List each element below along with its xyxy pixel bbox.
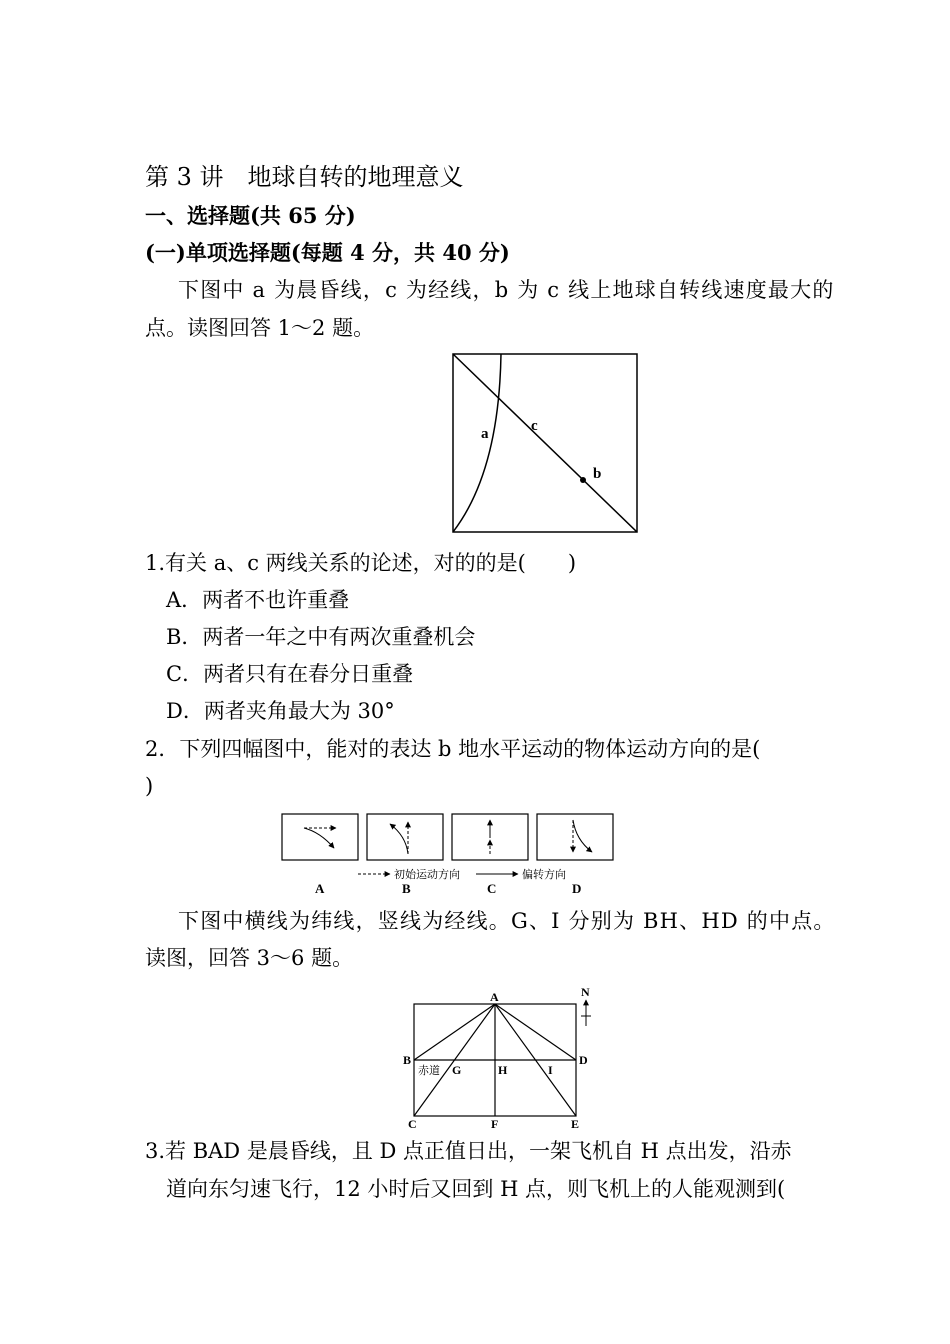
panel-a	[282, 814, 358, 860]
point-label-i: I	[548, 1063, 553, 1077]
panel-label-a: A	[315, 881, 325, 896]
point-label-e: E	[571, 1117, 580, 1130]
question-3-stem-cont: 道向东匀速飞行，12 小时后又回到 H 点，则飞机上的人能观测到(	[166, 1177, 786, 1201]
intro-paragraph-line: 下图中 a 为晨昏线，c 为经线，b 为 c 线上地球自转线速度最大的	[178, 278, 835, 302]
north-label: N	[581, 985, 590, 999]
intro2-paragraph-line: 下图中横线为纬线，竖线为经线。G、I 分别为 BH、HD 的中点。	[178, 909, 836, 933]
label-c: c	[531, 418, 538, 434]
deflection-options-figure	[280, 810, 620, 900]
question-2-stem-cont: )	[145, 774, 154, 798]
terminator-curve-a	[453, 354, 501, 532]
point-label-c: C	[408, 1117, 417, 1130]
subsection-heading: (一)单项选择题(每题 4 分，共 40 分)	[145, 240, 510, 265]
legend-deflect-label: 偏转方向	[522, 869, 566, 881]
panel-label-c: C	[487, 881, 497, 896]
point-label-f: F	[491, 1117, 499, 1130]
page-title: 第 3 讲 地球自转的地理意义	[145, 163, 464, 191]
label-b: b	[593, 466, 602, 482]
point-label-h: H	[498, 1063, 508, 1077]
line-a-d	[495, 1004, 576, 1060]
meridian-line-c	[453, 354, 637, 532]
line-a-b	[414, 1004, 495, 1060]
panel-b-deflect-arrow	[390, 824, 408, 854]
question-1-option-a: A．两者不也许重叠	[166, 588, 350, 612]
point-b-marker	[580, 477, 586, 483]
section-heading: 一、选择题(共 65 分)	[145, 203, 356, 228]
question-2-stem: 2．下列四幅图中，能对的表达 b 地水平运动的物体运动方向的是(	[145, 737, 761, 761]
question-1-option-d: D．两者夹角最大为 30°	[166, 699, 395, 723]
panel-b	[367, 814, 443, 860]
equator-label: 赤道	[418, 1065, 440, 1077]
terminator-meridian-figure	[451, 352, 641, 536]
intro-paragraph-line: 点。读图回答 1～2 题。	[145, 316, 375, 340]
panel-label-d: D	[572, 881, 582, 896]
intro2-paragraph-line: 读图，回答 3～6 题。	[145, 946, 354, 970]
panel-a-deflect-arrow	[304, 828, 334, 848]
point-label-d: D	[579, 1053, 588, 1067]
question-1-stem: 1.有关 a、c 两线关系的论述，对的的是( )	[145, 551, 577, 575]
point-label-g: G	[452, 1063, 462, 1077]
panel-d-deflect-arrow	[573, 820, 592, 852]
question-3-stem: 3.若 BAD 是晨昏线，且 D 点正值日出，一架飞机自 H 点出发，沿赤	[145, 1139, 792, 1163]
grid-terminator-figure	[398, 984, 608, 1130]
point-label-a: A	[490, 990, 499, 1004]
legend-initial-label: 初始运动方向	[394, 869, 460, 881]
question-1-option-b: B．两者一年之中有两次重叠机会	[166, 625, 476, 649]
panel-d	[537, 814, 613, 860]
point-label-b: B	[403, 1053, 412, 1067]
label-a: a	[481, 426, 489, 442]
question-1-option-c: C．两者只有在春分日重叠	[166, 662, 414, 686]
panel-label-b: B	[402, 881, 411, 896]
